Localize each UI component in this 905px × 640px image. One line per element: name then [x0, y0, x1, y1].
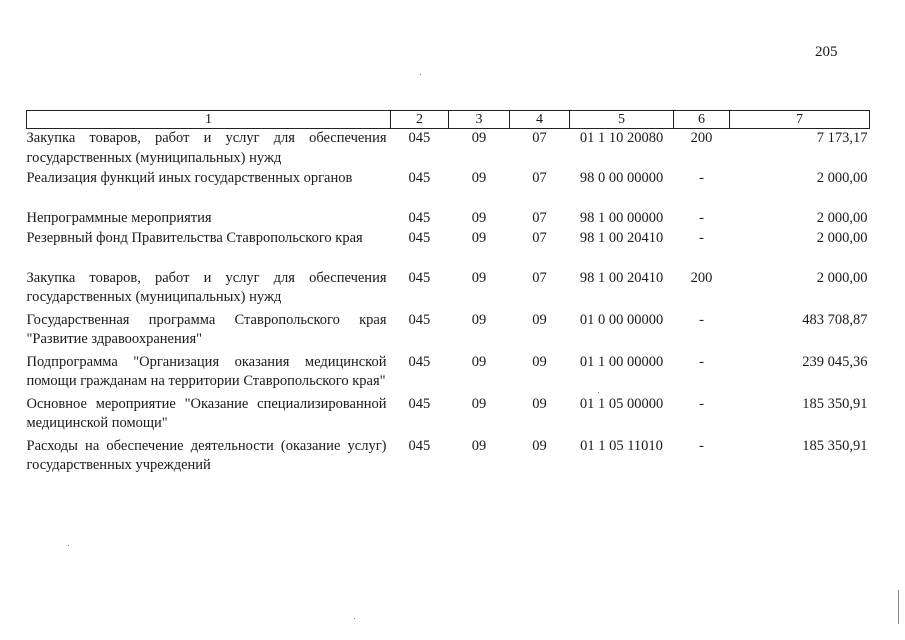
row-target-code: 01 1 05 00000: [579, 395, 664, 412]
row-section: 09: [471, 170, 487, 186]
budget-table: [26, 110, 870, 479]
row-org-code: 045: [408, 209, 431, 226]
row-org-code: 045: [408, 311, 431, 328]
row-subsection: 09: [532, 311, 547, 328]
row-section: 09: [471, 130, 487, 146]
scan-speck: [420, 74, 421, 75]
header-col-5: 5: [570, 111, 674, 129]
row-target-code: 01 1 10 20080: [579, 130, 664, 146]
row-org-code: 045: [408, 353, 431, 370]
row-amount: 2 000,00: [816, 209, 868, 226]
row-expense-type: -: [699, 437, 704, 454]
row-amount: 2 000,00: [816, 269, 868, 286]
row-org-code: 045: [408, 230, 431, 246]
row-expense-type: -: [699, 311, 704, 328]
row-expense-type: -: [699, 209, 704, 226]
table-row: [27, 209, 870, 230]
table-row: [27, 311, 870, 353]
header-col-1: 1: [27, 111, 391, 129]
row-amount: 2 000,00: [816, 170, 868, 186]
table-row: [27, 229, 870, 269]
scan-speck: [354, 618, 355, 619]
row-amount: 185 350,91: [802, 437, 868, 454]
row-expense-type: 200: [690, 130, 713, 146]
row-subsection: 09: [532, 353, 547, 370]
table-row: [27, 353, 870, 395]
row-section: 09: [471, 311, 487, 328]
row-name: Основное мероприятие "Оказание специализированной медицинской помощи": [26, 395, 387, 431]
row-subsection: 09: [532, 395, 547, 412]
row-section: 09: [471, 230, 487, 246]
header-col-6: 6: [674, 111, 730, 129]
row-amount: 239 045,36: [802, 353, 868, 370]
row-subsection: 07: [532, 170, 547, 186]
row-section: 09: [471, 209, 487, 226]
scan-speck: [598, 392, 599, 393]
row-expense-type: -: [699, 395, 704, 412]
table-header: [27, 111, 870, 129]
row-subsection: 07: [532, 269, 547, 286]
header-col-2: 2: [391, 111, 449, 129]
row-amount: 2 000,00: [816, 230, 868, 246]
row-name: Расходы на обеспечение деятельности (оказание услуг) государственных учреждений: [26, 437, 387, 473]
row-subsection: 09: [532, 437, 547, 454]
row-expense-type: -: [699, 230, 704, 246]
header-col-3: 3: [449, 111, 510, 129]
row-subsection: 07: [532, 230, 547, 246]
row-expense-type: -: [699, 170, 704, 186]
table-row: [27, 269, 870, 311]
row-target-code: 01 1 00 00000: [579, 353, 664, 370]
row-expense-type: -: [699, 353, 704, 370]
header-col-7: 7: [730, 111, 870, 129]
row-section: 09: [471, 353, 487, 370]
row-org-code: 045: [408, 437, 431, 454]
table-row: [27, 395, 870, 437]
row-name: Непрограммные мероприятия: [26, 209, 212, 226]
row-expense-type: 200: [690, 269, 713, 286]
row-name: Закупка товаров, работ и услуг для обеспечения государственных (муниципальных) нужд: [26, 269, 387, 305]
row-target-code: 98 0 00 00000: [579, 170, 664, 186]
row-name: Закупка товаров, работ и услуг для обеспечения государственных (муниципальных) нужд: [26, 130, 387, 166]
row-section: 09: [471, 269, 487, 286]
row-target-code: 98 1 00 20410: [579, 230, 664, 246]
row-target-code: 98 1 00 00000: [579, 209, 664, 226]
table-row: [27, 169, 870, 209]
scan-speck: [68, 545, 69, 546]
header-col-4: 4: [510, 111, 570, 129]
row-subsection: 07: [532, 209, 547, 226]
row-org-code: 045: [408, 395, 431, 412]
page-number: 205: [815, 44, 838, 60]
row-target-code: 01 0 00 00000: [579, 311, 664, 328]
row-name: Подпрограмма "Организация оказания медицинской помощи гражданам на территории Ставропольского края": [26, 353, 387, 389]
row-amount: 7 173,17: [816, 130, 868, 146]
row-target-code: 01 1 05 11010: [580, 437, 663, 454]
row-subsection: 07: [532, 130, 547, 146]
table-row: [27, 129, 870, 170]
row-name: Государственная программа Ставропольского края "Развитие здравоохранения": [26, 311, 387, 347]
row-amount: 483 708,87: [802, 311, 868, 328]
row-org-code: 045: [408, 170, 431, 186]
row-amount: 185 350,91: [802, 395, 868, 412]
row-section: 09: [471, 437, 487, 454]
row-target-code: 98 1 00 20410: [579, 269, 664, 286]
row-org-code: 045: [408, 269, 431, 286]
table-row: [27, 437, 870, 479]
row-section: 09: [471, 395, 487, 412]
row-name: Резервный фонд Правительства Ставропольского края: [26, 230, 363, 246]
row-name: Реализация функций иных государственных органов: [26, 170, 353, 186]
row-org-code: 045: [408, 130, 431, 146]
scan-edge-mark: [898, 590, 899, 624]
